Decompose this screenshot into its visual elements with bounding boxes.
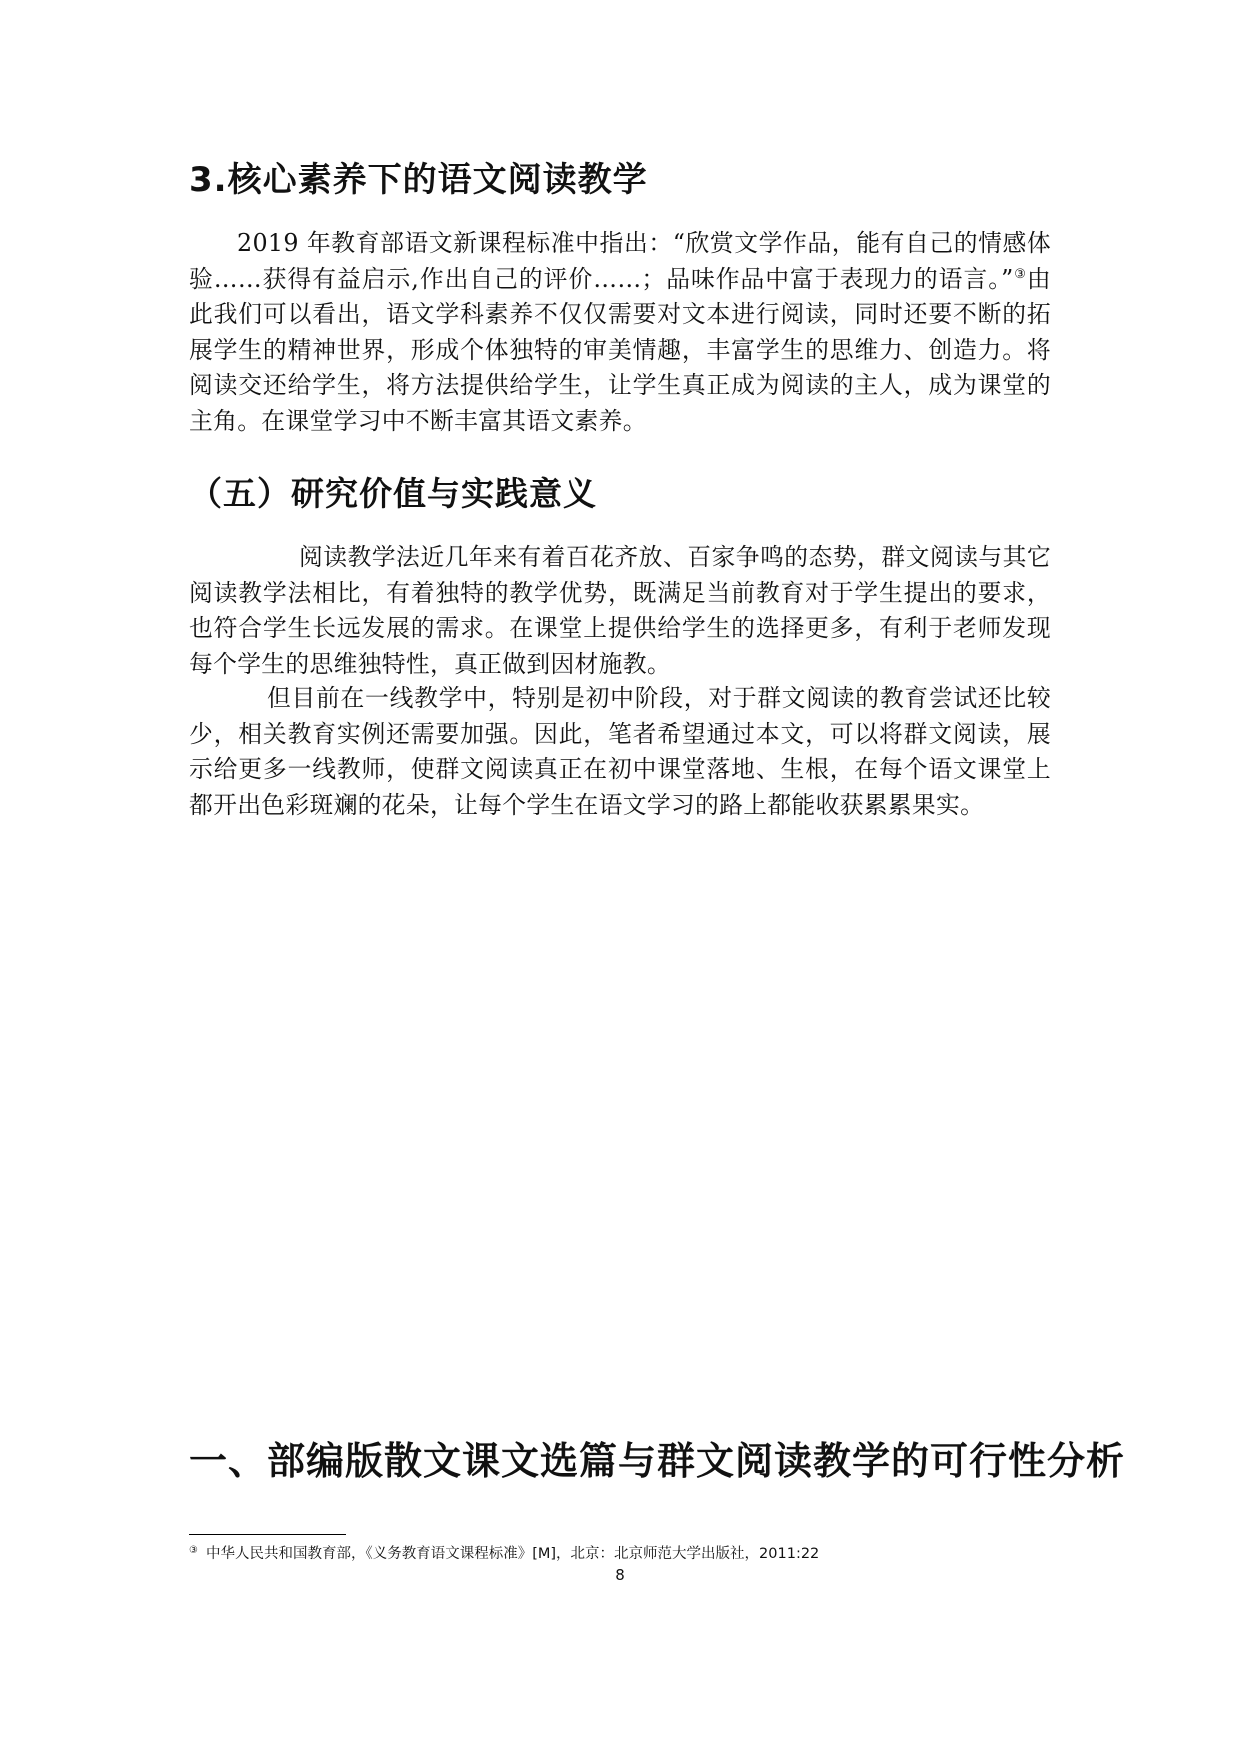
section-heading-research-value: （五）研究价值与实践意义 <box>189 474 597 513</box>
footnote-text: 中华人民共和国教育部，《义务教育语文课程标准》[M]，北京：北京师范大学出版社，2011:22 <box>205 1546 820 1562</box>
paragraph-research-value-2: 但目前在一线教学中，特别是初中阶段，对于群文阅读的教育尝试还比较少，相关教育实例还需要加强。因此，笔者希望通过本文，可以将群文阅读，展示给更多一线教师，使群文阅读真正在初中课堂落地、生根，在每个语文课堂上都开出色彩斑斓的花朵，让每个学生在语文学习的路上都能收获累累果实。 <box>189 684 1051 819</box>
page-number: 8 <box>615 1566 625 1584</box>
chapter-heading: 一、部编版散文课文选篇与群文阅读教学的可行性分析 <box>189 1439 1126 1483</box>
paragraph-core-literacy-quote: 2019 年教育部语文新课程标准中指出：“欣赏文学作品，能有自己的情感体验……获得有益启示,作出自己的评价……；品味作品中富于表现力的语言。” <box>189 229 1051 293</box>
footnote-reference-mark[interactable]: ③ <box>1013 266 1027 282</box>
footnote-mark: ③ <box>189 1545 198 1556</box>
section-heading-core-literacy: 3.核心素养下的语文阅读教学 <box>189 160 648 200</box>
paragraph-core-literacy-body: 由此我们可以看出，语文学科素养不仅仅需要对文本进行阅读，同时还要不断的拓展学生的精神世界，形成个体独特的审美情趣，丰富学生的思维力、创造力。将阅读交还给学生，将方法提供给学生，让学生真正成为阅读的主人，成为课堂的主角。在课堂学习中不断丰富其语文素养。 <box>189 264 1051 435</box>
paragraph-core-literacy <box>189 226 1051 439</box>
paragraph-research-value-1: 阅读教学法近几年来有着百花齐放、百家争鸣的态势，群文阅读与其它阅读教学法相比，有着独特的教学优势，既满足当前教育对于学生提出的要求，也符合学生长远发展的需求。在课堂上提供给学生的选择更多，有利于老师发现每个学生的思维独特性，真正做到因材施教。 <box>189 543 1051 678</box>
footnote <box>189 1542 819 1563</box>
footnote-separator <box>189 1534 346 1535</box>
